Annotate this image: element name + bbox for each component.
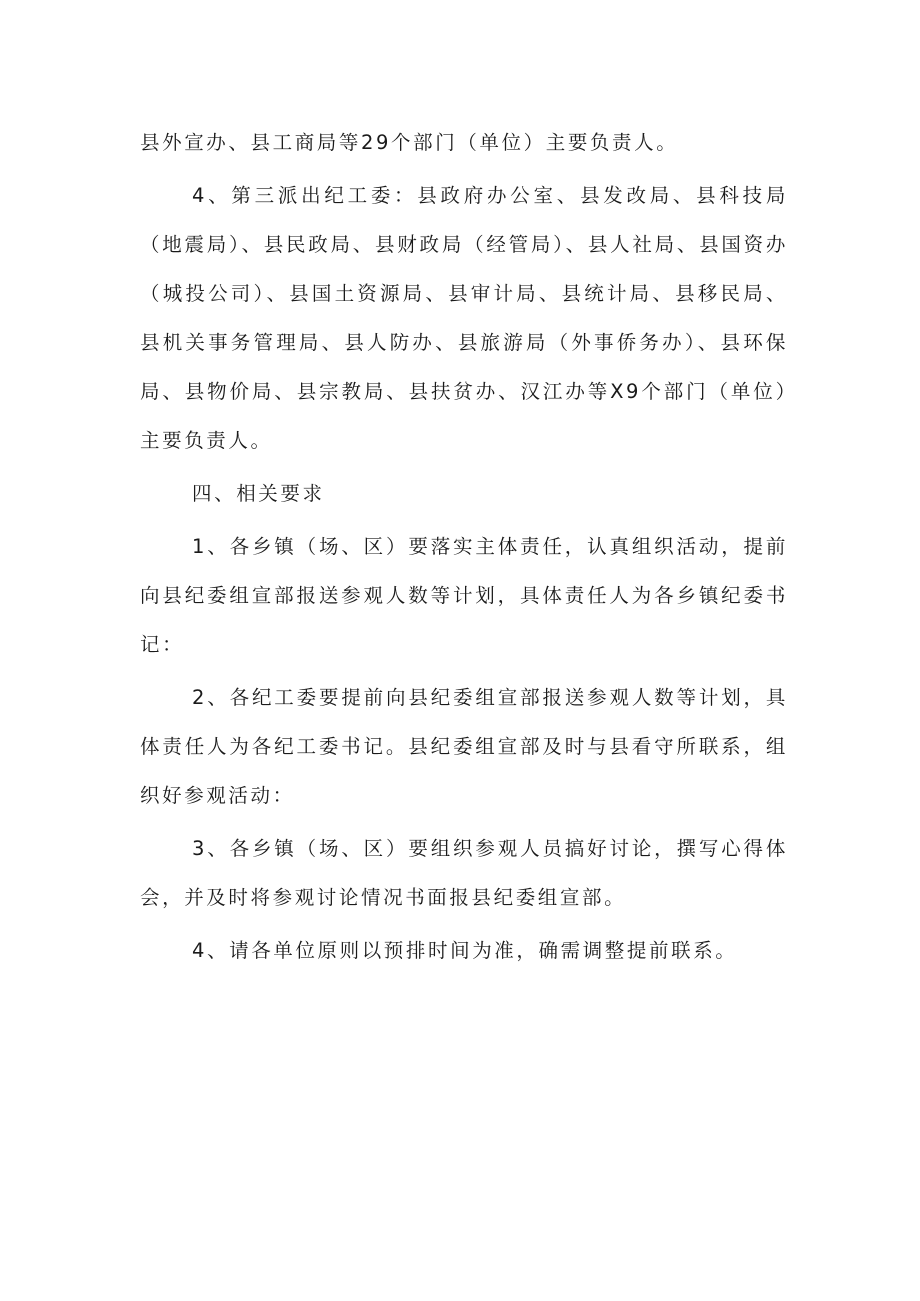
section-heading-requirements: 四、相关要求 (192, 482, 325, 505)
paragraph-requirement-1: 1、各乡镇（场、区）要落实主体责任，认真组织活动，提前向县纪委组宣部报送参观人数等计划，具体责任人为各乡镇纪委书记： (140, 535, 788, 656)
document-body (140, 118, 788, 975)
paragraph-third-committee: 4、第三派出纪工委：县政府办公室、县发改局、县科技局（地震局）、县民政局、县财政局（经管局）、县人社局、县国资办（城投公司）、县国土资源局、县审计局、县统计局、县移民局、县机关事务管理局、县人防办、县旅游局（外事侨务办）、县环保局、县物价局、县宗教局、县扶贫办、汉江办等X9个部门（单位）主要负责人。 (140, 184, 788, 452)
paragraph-requirement-3: 3、各乡镇（场、区）要组织参观人员搞好讨论，撰写心得体会，并及时将参观讨论情况书面报县纪委组宣部。 (140, 837, 788, 909)
paragraph-requirement-2: 2、各纪工委要提前向县纪委组宣部报送参观人数等计划，具体责任人为各纪工委书记。县纪委组宣部及时与县看守所联系，组织好参观活动： (140, 686, 788, 807)
paragraph-continuation: 县外宣办、县工商局等29个部门（单位）主要负责人。 (140, 131, 679, 154)
paragraph-requirement-4: 4、请各单位原则以预排时间为准，确需调整提前联系。 (192, 939, 738, 962)
